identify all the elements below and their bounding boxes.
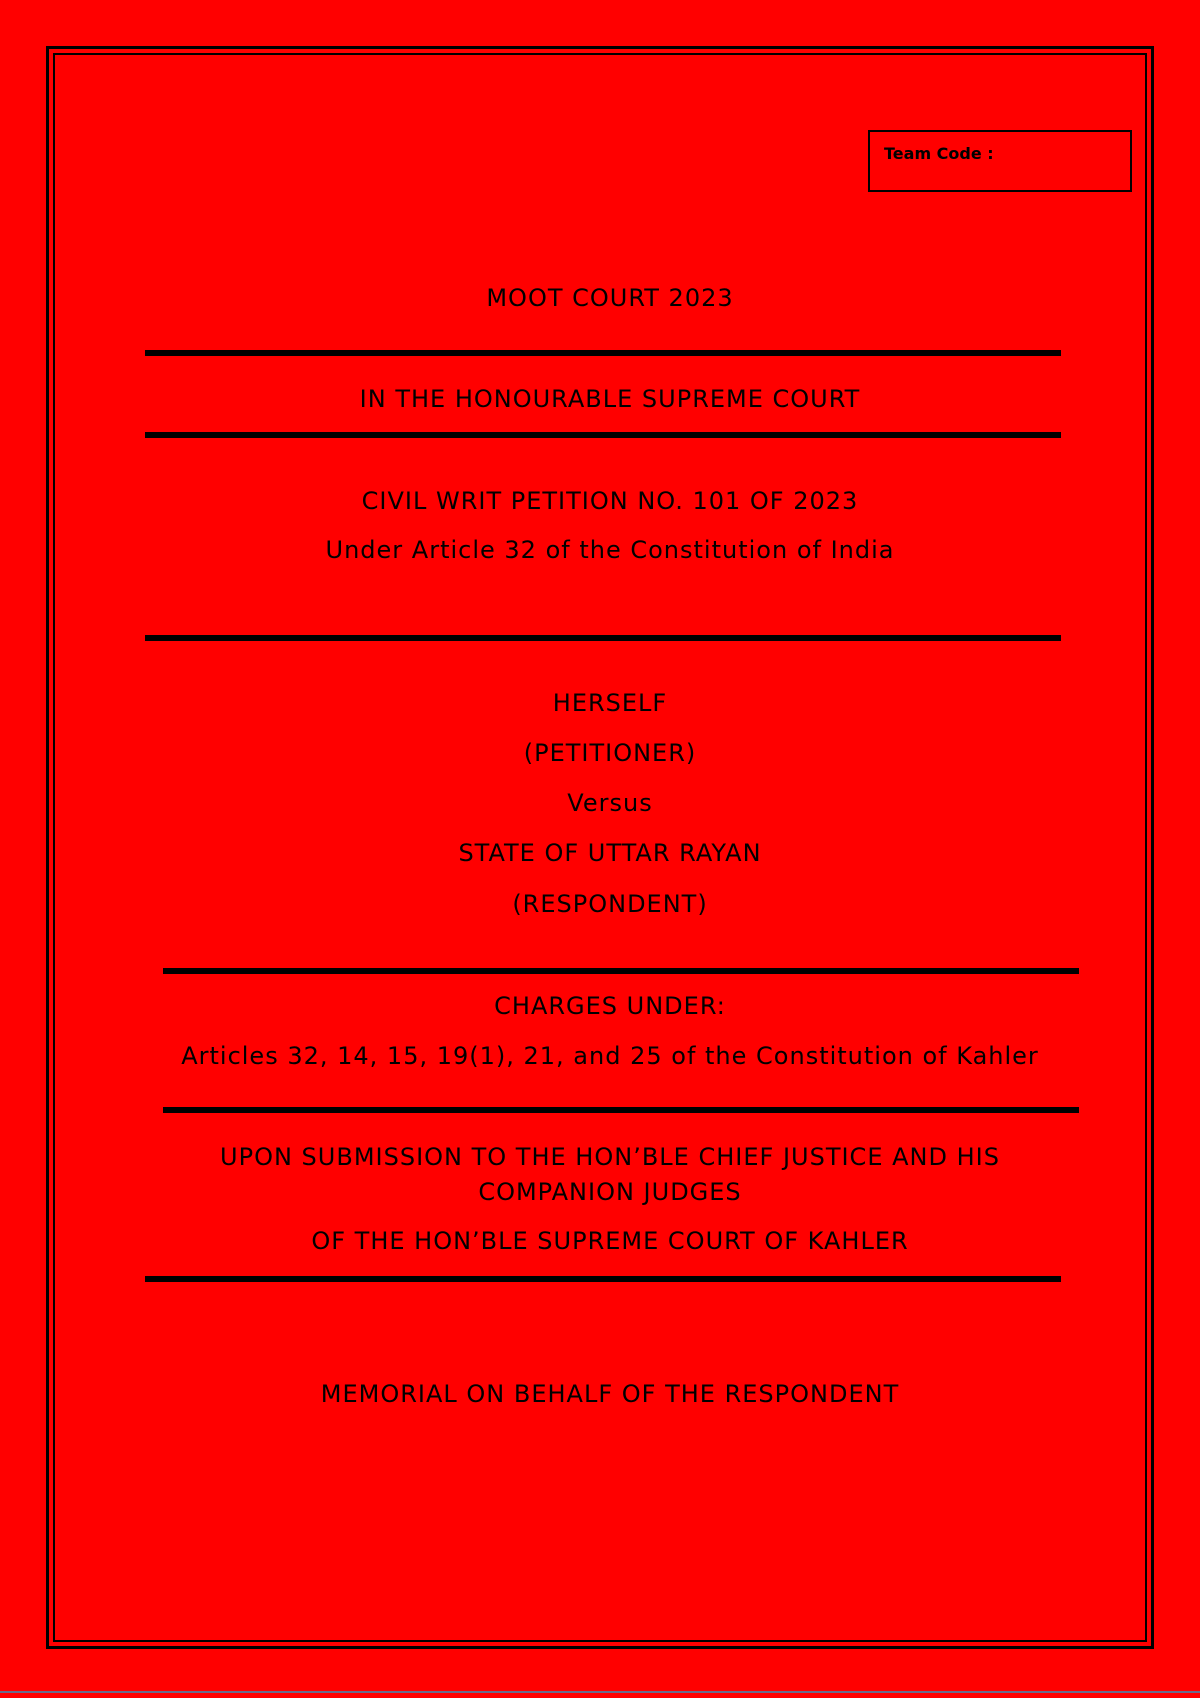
divider-6 <box>145 1276 1061 1282</box>
petition-number: CIVIL WRIT PETITION NO. 101 OF 2023 <box>361 487 859 515</box>
divider-1 <box>145 350 1061 356</box>
divider-4 <box>163 968 1079 974</box>
petition-basis: Under Article 32 of the Constitution of India <box>325 536 895 564</box>
submission-line-1: UPON SUBMISSION TO THE HON’BLE CHIEF JUSTICE AND HIS <box>220 1143 1000 1171</box>
charges-articles: Articles 32, 14, 15, 19(1), 21, and 25 of the Constitution of Kahler <box>181 1042 1039 1070</box>
court-name: IN THE HONOURABLE SUPREME COURT <box>359 385 861 413</box>
petitioner-role: (PETITIONER) <box>523 739 697 767</box>
respondent-name: STATE OF UTTAR RAYAN <box>458 839 762 867</box>
divider-3 <box>145 635 1061 641</box>
submission-line-2: COMPANION JUDGES <box>478 1178 742 1206</box>
team-code-label: Team Code : <box>884 144 994 163</box>
petitioner-name: HERSELF <box>552 689 668 717</box>
submission-line-3: OF THE HON’BLE SUPREME COURT OF KAHLER <box>311 1227 909 1255</box>
team-code-box <box>868 130 1132 192</box>
page-edge-line <box>0 1691 1200 1693</box>
competition-title: MOOT COURT 2023 <box>486 284 734 312</box>
versus-label: Versus <box>567 789 653 817</box>
respondent-role: (RESPONDENT) <box>512 890 708 918</box>
divider-5 <box>163 1107 1079 1113</box>
charges-heading: CHARGES UNDER: <box>494 992 726 1020</box>
divider-2 <box>145 432 1061 438</box>
memorial-title: MEMORIAL ON BEHALF OF THE RESPONDENT <box>320 1380 900 1408</box>
